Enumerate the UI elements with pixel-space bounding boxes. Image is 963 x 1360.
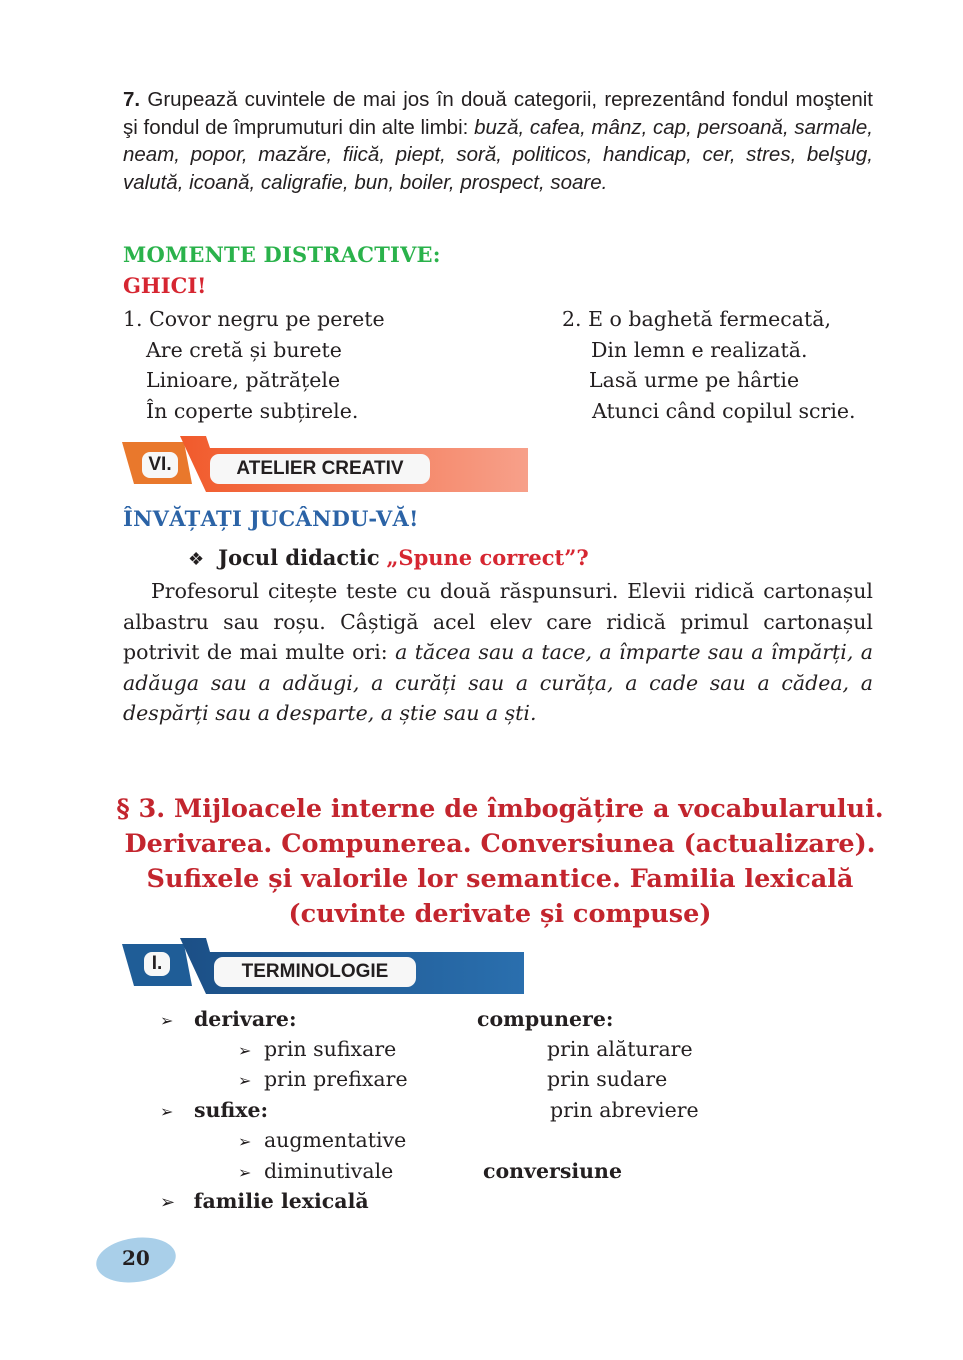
riddle-1-line: Linioare, pătrățele bbox=[146, 368, 341, 392]
term-sufixe bbox=[160, 1098, 268, 1122]
game-prefix: Jocul didactic bbox=[218, 545, 380, 570]
term-conversiune: conversiune bbox=[483, 1159, 622, 1183]
page-number: 20 bbox=[122, 1246, 150, 1270]
term-prin-alaturare: prin alăturare bbox=[547, 1037, 693, 1061]
term-diminutivale bbox=[238, 1159, 393, 1183]
didactic-game-line bbox=[188, 545, 589, 570]
term-compunere: compunere: bbox=[477, 1007, 614, 1031]
exercise-7 bbox=[123, 86, 873, 196]
arrow-bullet-icon: ➢ bbox=[238, 1071, 252, 1090]
arrow-bullet-icon: ➢ bbox=[160, 1011, 174, 1030]
banner-number: I. bbox=[144, 952, 170, 976]
arrow-bullet-icon: ➢ bbox=[160, 1102, 174, 1121]
riddle-2-line: 2. E o baghetă fermecată, bbox=[562, 307, 831, 331]
section-title-line: § 3. Mijloacele interne de îmbogățire a vocabularului. bbox=[116, 794, 884, 824]
banner-label: TERMINOLOGIE bbox=[214, 957, 416, 987]
riddle-1-line: Are cretă și burete bbox=[146, 337, 342, 362]
exercise-word-list: buză, cafea, mânz, cap, persoană, sarmale, neam, popor, mazăre, fiică, piept, soră, politicos, handicap, cer, stres, belşug, valută, icoană, caligrafie, bun, boiler, prospect, soare. bbox=[123, 115, 873, 194]
game-description: Profesorul citește teste cu două răspunsuri. Elevii ridică cartonașul albastru sau roșu. Câștigă acel elev care ridică primul cartonașul potrivit de mai multe ori: bbox=[123, 579, 873, 664]
arrow-bullet-icon: ➢ bbox=[238, 1163, 252, 1182]
riddle-1 bbox=[123, 304, 385, 426]
term-label: diminutivale bbox=[263, 1159, 394, 1183]
riddle-1-line: 1. Covor negru pe perete bbox=[123, 307, 385, 331]
learn-playing-title: ÎNVĂȚAȚI JUCÂNDU-VĂ! bbox=[123, 506, 419, 531]
riddle-title: GHICI! bbox=[123, 273, 207, 298]
term-label: familie lexicală bbox=[193, 1189, 369, 1213]
riddle-1-line: În coperte subțirele. bbox=[146, 398, 359, 423]
riddle-2-line: Din lemn e realizată. bbox=[591, 337, 808, 362]
section-title-line: (cuvinte derivate și compuse) bbox=[288, 899, 712, 929]
term-prin-sufixare bbox=[238, 1037, 396, 1061]
section-title-line: Sufixele și valorile lor semantice. Familia lexicală bbox=[146, 864, 854, 894]
section-banner-atelier-creativ bbox=[122, 436, 530, 494]
riddle-2-line: Atunci când copilul scrie. bbox=[592, 398, 856, 423]
term-prin-sudare: prin sudare bbox=[547, 1067, 668, 1091]
riddle-2-line: Lasă urme pe hârtie bbox=[589, 368, 800, 392]
arrow-bullet-icon: ➢ bbox=[238, 1132, 252, 1151]
term-label: prin sufixare bbox=[263, 1037, 397, 1061]
game-name: „Spune correct”? bbox=[386, 545, 589, 570]
exercise-instruction: Grupează cuvintele de mai jos în două categorii, reprezentând fondul moştenit şi fondul de împrumuturi din alte limbi: bbox=[123, 88, 873, 139]
term-familie-lexicala bbox=[160, 1189, 369, 1213]
term-prin-abreviere: prin abreviere bbox=[550, 1098, 699, 1122]
arrow-bullet-icon: ➢ bbox=[238, 1041, 252, 1060]
term-prin-prefixare bbox=[238, 1067, 408, 1091]
banner-number: VI. bbox=[142, 452, 178, 478]
term-label: prin prefixare bbox=[263, 1067, 408, 1091]
section-banner-terminologie bbox=[122, 938, 526, 996]
term-label: augmentative bbox=[263, 1128, 407, 1152]
fun-moments-title: MOMENTE DISTRACTIVE: bbox=[123, 242, 441, 267]
arrow-bullet-icon: ➢ bbox=[160, 1192, 176, 1213]
term-augmentative bbox=[238, 1128, 406, 1152]
exercise-number: 7. bbox=[123, 88, 141, 111]
section-title bbox=[100, 792, 900, 932]
section-title-line: Derivarea. Compunerea. Conversiunea (actualizare). bbox=[124, 829, 876, 859]
term-derivare bbox=[160, 1007, 297, 1031]
banner-label: ATELIER CREATIV bbox=[210, 454, 430, 484]
term-label: sufixe: bbox=[193, 1098, 269, 1122]
game-paragraph bbox=[123, 576, 873, 729]
riddle-2 bbox=[562, 304, 856, 426]
diamond-bullet-icon: ❖ bbox=[188, 549, 205, 570]
term-label: derivare: bbox=[193, 1007, 297, 1031]
game-examples: a tăcea sau a tace, a împarte sau a împărți, a adăuga sau a adăugi, a curăți sau a curăța, a cade sau a cădea, a despărți sau a desparte, a știe sau a ști. bbox=[123, 640, 873, 725]
